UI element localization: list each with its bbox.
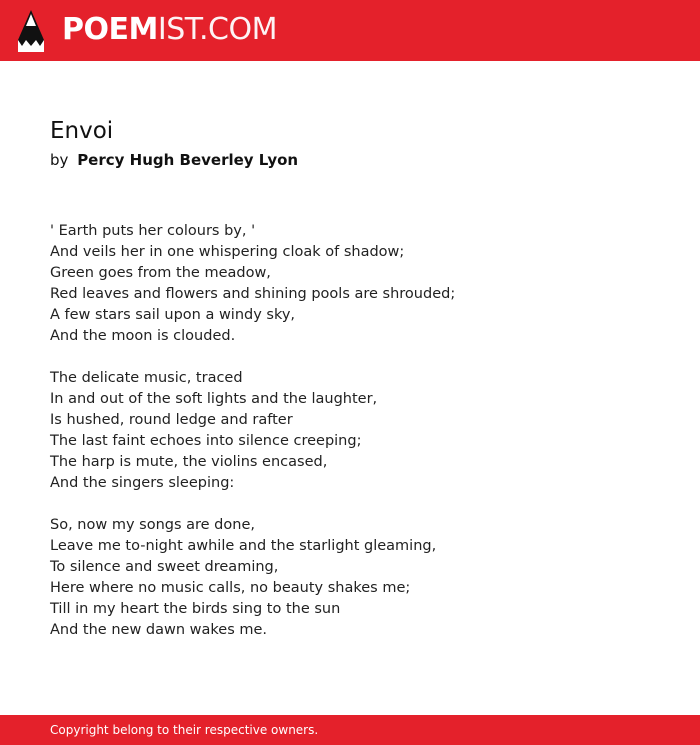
poem-line: Till in my heart the birds sing to the sun	[50, 601, 341, 617]
poem-line: The delicate music, traced	[50, 370, 243, 386]
stanza-2	[50, 368, 650, 494]
poem-line: The last faint echoes into silence creeping;	[50, 433, 362, 449]
poem-title: Envoi	[50, 118, 114, 144]
poem-line: A few stars sail upon a windy sky,	[50, 307, 296, 323]
byline	[50, 149, 650, 171]
author-link[interactable]: Percy Hugh Beverley Lyon	[77, 151, 299, 169]
copyright-text: Copyright belong to their respective owners.	[50, 723, 319, 737]
poem-line: Leave me to-night awhile and the starlight gleaming,	[50, 538, 437, 554]
pencil-tip-icon	[18, 10, 44, 52]
poem-body	[50, 221, 650, 641]
poem-content	[50, 116, 650, 662]
poem-line: And veils her in one whispering cloak of shadow;	[50, 244, 405, 260]
poem-line: Here where no music calls, no beauty shakes me;	[50, 580, 411, 596]
poem-line: And the singers sleeping:	[50, 475, 235, 491]
logo-strong-text: POEM	[62, 12, 158, 47]
poem-line: To silence and sweet dreaming,	[50, 559, 279, 575]
logo-light-text: IST.COM	[157, 12, 277, 47]
stanza-1	[50, 221, 650, 347]
poem-line: The harp is mute, the violins encased,	[50, 454, 328, 470]
poem-line: ' Earth puts her colours by, '	[50, 223, 256, 239]
by-label: by	[50, 151, 69, 169]
poem-line: Is hushed, round ledge and rafter	[50, 412, 293, 428]
site-logo-link[interactable]	[62, 11, 277, 49]
poem-line: Red leaves and flowers and shining pools are shrouded;	[50, 286, 456, 302]
poem-line: And the moon is clouded.	[50, 328, 236, 344]
stanza-3	[50, 515, 650, 641]
site-footer	[0, 715, 700, 745]
poem-line: In and out of the soft lights and the laughter,	[50, 391, 378, 407]
poem-line: And the new dawn wakes me.	[50, 622, 268, 638]
poem-line: Green goes from the meadow,	[50, 265, 271, 281]
poem-line: So, now my songs are done,	[50, 517, 255, 533]
site-header	[0, 0, 700, 61]
